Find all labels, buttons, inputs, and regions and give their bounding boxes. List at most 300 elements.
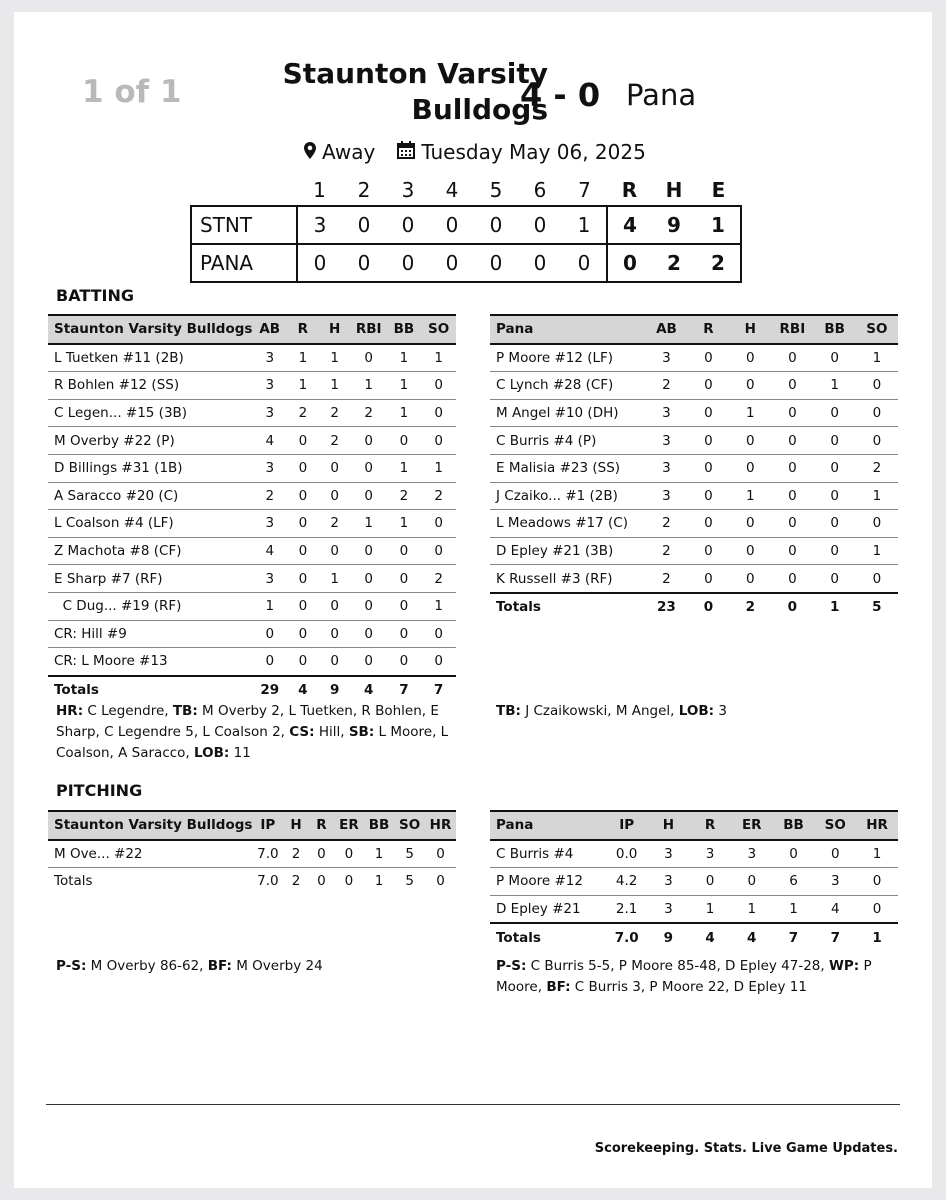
home-team-name: Staunton Varsity Bulldogs (282, 57, 548, 126)
stat-cell: 0 (330, 625, 339, 642)
table-row (490, 454, 898, 482)
stat-cell: 0 (364, 487, 373, 504)
stat-cell: 4 (363, 682, 374, 699)
column-header: HR (429, 817, 452, 834)
stat-cell: 0 (364, 460, 373, 477)
stat-cell: 2 (745, 599, 755, 616)
stat-cell: 1 (434, 349, 443, 366)
inning-header: 2 (357, 178, 371, 202)
footer-divider (46, 1104, 900, 1105)
stat-cell: 0 (330, 543, 339, 560)
stat-cell: 0 (265, 625, 275, 642)
stat-cell: 0 (704, 405, 713, 422)
stat-cell: 6 (789, 873, 798, 890)
stat-cell: 0 (434, 543, 443, 560)
stat-cell: 1 (705, 901, 715, 918)
stat-cell: 7.0 (257, 873, 279, 890)
stat-cell: 1 (399, 405, 409, 422)
stat-cell: 0 (298, 653, 308, 670)
player-name: C Burris #4 (P) (496, 432, 597, 449)
column-header: BB (824, 321, 845, 338)
inning-header: 3 (401, 178, 415, 202)
totals-row (490, 923, 898, 951)
player-name: CR: L Moore #13 (54, 653, 168, 670)
pitching-table-away (490, 810, 898, 951)
stat-cell: 0 (872, 432, 882, 449)
stat-cell: 0 (399, 625, 409, 642)
stat-cell: 2 (291, 845, 301, 862)
player-name: C Dug... #19 (RF) (54, 598, 182, 615)
stat-cell: 1 (434, 598, 443, 615)
linescore-table (190, 175, 742, 283)
table-row (490, 344, 898, 372)
stat-cell: 0 (704, 349, 713, 366)
stat-cell: 1 (399, 460, 409, 477)
stat-cell: 0 (704, 570, 713, 587)
stat-cell: 0 (298, 625, 308, 642)
footer-tagline: Scorekeeping. Stats. Live Game Updates. (594, 1141, 898, 1156)
pitching-notes-away: P-S: C Burris 5-5, P Moore 85-48, D Epley 47-28, WP: P Moore, BF: C Burris 3, P Moore 22, D Epley 11 (496, 958, 872, 995)
stat-cell: 3 (662, 405, 671, 422)
stat-cell: 0 (788, 405, 797, 422)
stat-cell: 0 (364, 570, 373, 587)
table-row (490, 399, 898, 427)
stat-cell: 0 (298, 487, 308, 504)
totals-row (48, 868, 456, 895)
stat-cell: 3 (705, 845, 715, 862)
stat-cell: 1 (872, 845, 882, 862)
stat-cell: 0 (434, 405, 443, 422)
stat-cell: 0 (830, 543, 839, 560)
table-team-header: Staunton Varsity Bulldogs (54, 817, 253, 834)
stat-cell: 0 (298, 460, 308, 477)
stat-cell: 3 (664, 845, 673, 862)
linescore-team: STNT (191, 206, 297, 244)
stat-cell: 0 (298, 598, 308, 615)
stat-cell: 0 (344, 845, 354, 862)
stat-cell: 0 (745, 543, 755, 560)
stat-cell: 0 (830, 487, 839, 504)
stat-cell: 2 (662, 515, 671, 532)
linescore-row: STNT 3 0 0 0 0 0 1 4 9 1 (191, 206, 741, 244)
batting-section-title: BATTING (56, 286, 135, 305)
player-name: E Malisia #23 (SS) (496, 460, 621, 477)
stat-cell: 5 (405, 845, 414, 862)
stat-cell: 2 (298, 405, 308, 422)
game-location: Away (322, 140, 376, 164)
stat-cell: 0 (747, 873, 757, 890)
player-name: D Epley #21 (3B) (496, 543, 614, 560)
stat-cell: 0 (788, 570, 797, 587)
stat-cell: 7 (830, 929, 840, 946)
column-header: H (290, 817, 302, 834)
stat-cell: 2 (662, 570, 671, 587)
table-row (48, 620, 456, 648)
stat-cell: 3 (830, 873, 840, 890)
table-row (48, 399, 456, 427)
table-row (490, 372, 898, 400)
stat-cell: 2 (291, 873, 301, 890)
stat-cell: 29 (260, 682, 280, 699)
game-date: Tuesday May 06, 2025 (421, 140, 646, 164)
stat-cell: 1 (298, 349, 308, 366)
column-header: R (316, 817, 327, 834)
stat-cell: 0 (434, 515, 443, 532)
batting-table-away (490, 314, 898, 621)
column-header: BB (783, 817, 804, 834)
table-row (490, 868, 898, 896)
stat-cell: 1 (872, 349, 882, 366)
stat-cell: 0 (265, 653, 275, 670)
stat-cell: 7 (788, 929, 799, 946)
stat-cell: 0 (745, 515, 755, 532)
table-row (48, 565, 456, 593)
table-row (48, 427, 456, 455)
stat-cell: 1 (872, 543, 882, 560)
calendar-icon (397, 140, 415, 164)
stat-cell: 2 (330, 405, 339, 422)
hits-header: H (665, 178, 683, 202)
inning-header: 4 (445, 178, 459, 202)
stat-cell: 0 (399, 570, 409, 587)
stat-cell: 1 (364, 515, 373, 532)
stat-cell: 0 (788, 349, 797, 366)
table-row (490, 482, 898, 510)
player-name: C Lynch #28 (CF) (496, 377, 614, 394)
table-row (48, 454, 456, 482)
stat-cell: 0 (788, 432, 797, 449)
stat-cell: 5 (405, 873, 414, 890)
stat-cell: 2 (330, 432, 339, 449)
stat-cell: 0 (872, 570, 882, 587)
column-header: R (297, 321, 309, 338)
stat-cell: 0 (317, 845, 326, 862)
table-row (48, 510, 456, 538)
stat-cell: 1 (872, 487, 882, 504)
stat-cell: 0 (788, 515, 797, 532)
stat-cell: 3 (265, 515, 275, 532)
column-header: R (704, 817, 716, 834)
errors-header: E (711, 178, 726, 202)
stat-cell: 7.0 (257, 845, 279, 862)
player-name: D Billings #31 (1B) (54, 460, 183, 477)
stat-cell: 1 (872, 929, 882, 946)
stat-cell: 1 (330, 349, 339, 366)
stat-cell: 0 (399, 543, 409, 560)
stat-cell: 3 (265, 405, 275, 422)
stat-cell: 9 (330, 682, 340, 699)
stat-cell: 4 (747, 929, 757, 946)
stat-cell: 0 (872, 901, 882, 918)
player-name: Totals (496, 929, 541, 946)
stat-cell: 0 (434, 653, 443, 670)
player-name: E Sharp #7 (RF) (54, 570, 163, 587)
final-score: 4 - 0 (520, 76, 601, 114)
pitching-table-home (48, 810, 456, 895)
column-header: HR (866, 817, 888, 834)
stat-cell: 1 (374, 845, 384, 862)
stat-cell: 1 (265, 598, 275, 615)
stat-cell: 3 (662, 432, 671, 449)
column-header: H (662, 817, 675, 834)
player-name: M Overby #22 (P) (54, 432, 175, 449)
stat-cell: 7.0 (614, 929, 639, 946)
stat-cell: 0 (436, 873, 445, 890)
column-header: RBI (355, 321, 382, 338)
player-name: R Bohlen #12 (SS) (54, 377, 180, 394)
stat-cell: 0 (788, 487, 797, 504)
stat-cell: 0 (434, 432, 443, 449)
player-name: L Tuetken #11 (2B) (54, 349, 184, 366)
table-row (48, 482, 456, 510)
column-header: SO (428, 321, 450, 338)
page-indicator: 1 of 1 (82, 74, 182, 110)
stat-cell: 2 (662, 543, 671, 560)
table-row (48, 648, 456, 676)
stat-cell: 4 (298, 682, 308, 699)
stat-cell: 0 (830, 432, 839, 449)
stat-cell: 0 (364, 598, 373, 615)
stat-cell: 1 (399, 515, 409, 532)
stat-cell: 3 (662, 460, 671, 477)
stat-cell: 3 (662, 487, 671, 504)
player-name: Totals (54, 873, 93, 890)
pitching-notes-home: P-S: M Overby 86-62, BF: M Overby 24 (56, 958, 323, 974)
stat-cell: 0 (830, 845, 840, 862)
stat-cell: 0 (298, 515, 308, 532)
stat-cell: 2 (662, 377, 671, 394)
stat-cell: 0 (872, 873, 882, 890)
stat-cell: 0 (745, 570, 755, 587)
table-row (490, 895, 898, 923)
player-name: Totals (496, 599, 541, 616)
stat-cell: 0.0 (615, 845, 638, 862)
stat-cell: 0 (788, 377, 797, 394)
inning-header: 5 (489, 178, 503, 202)
stat-cell: 0 (704, 487, 713, 504)
column-header: BB (368, 817, 390, 834)
stat-cell: 0 (298, 432, 308, 449)
stat-cell: 0 (787, 599, 798, 616)
column-header: IP (619, 817, 635, 834)
player-name: L Coalson #4 (LF) (54, 515, 174, 532)
stat-cell: 2 (330, 515, 339, 532)
table-row (48, 344, 456, 372)
table-team-header: Pana (496, 817, 534, 834)
stat-cell: 4 (265, 432, 275, 449)
stat-cell: 4 (830, 901, 840, 918)
player-name: P Moore #12 (496, 873, 583, 890)
stat-cell: 1 (364, 377, 373, 394)
stat-cell: 1 (298, 377, 308, 394)
column-header: SO (399, 817, 421, 834)
stat-cell: 0 (704, 515, 713, 532)
stat-cell: 1 (789, 901, 798, 918)
stat-cell: 0 (330, 598, 339, 615)
stat-cell: 3 (265, 377, 275, 394)
stat-cell: 1 (745, 405, 755, 422)
table-row (48, 372, 456, 400)
player-name: C Legen... #15 (3B) (54, 405, 188, 422)
stat-cell: 1 (747, 901, 757, 918)
stat-cell: 3 (662, 349, 671, 366)
stat-cell: 0 (399, 598, 409, 615)
stat-cell: 1 (399, 377, 409, 394)
table-row (48, 537, 456, 565)
stat-cell: 0 (704, 460, 713, 477)
column-header: BB (393, 321, 415, 338)
table-row (490, 427, 898, 455)
player-name: A Saracco #20 (C) (54, 487, 179, 504)
stat-cell: 4 (705, 929, 715, 946)
batting-notes-away: TB: J Czaikowski, M Angel, LOB: 3 (496, 703, 727, 719)
column-header: IP (260, 817, 276, 834)
stat-cell: 0 (298, 543, 308, 560)
stat-cell: 0 (399, 653, 409, 670)
column-header: ER (741, 817, 762, 834)
stat-cell: 0 (705, 873, 715, 890)
stat-cell: 0 (330, 653, 339, 670)
table-team-header: Pana (496, 321, 534, 338)
player-name: C Burris #4 (496, 845, 574, 862)
stat-cell: 3 (265, 460, 275, 477)
column-header: RBI (779, 321, 806, 338)
player-name: P Moore #12 (LF) (496, 349, 614, 366)
stat-cell: 0 (704, 432, 713, 449)
stat-cell: 23 (657, 599, 676, 616)
stat-cell: 2 (265, 487, 275, 504)
stat-cell: 1 (330, 570, 339, 587)
stat-cell: 3 (664, 901, 673, 918)
player-name: J Czaiko... #1 (2B) (496, 487, 618, 504)
player-name: Totals (54, 682, 99, 699)
stat-cell: 0 (872, 515, 882, 532)
stat-cell: 0 (344, 873, 354, 890)
linescore-team: PANA (191, 244, 297, 282)
stat-cell: 0 (317, 873, 326, 890)
table-row (48, 592, 456, 620)
stat-cell: 0 (872, 405, 882, 422)
stat-cell: 0 (364, 349, 373, 366)
stat-cell: 3 (664, 873, 673, 890)
stat-cell: 1 (330, 377, 339, 394)
column-header: H (744, 321, 756, 338)
opponent-name: Pana (626, 78, 697, 112)
stat-cell: 3 (747, 845, 757, 862)
stat-cell: 0 (436, 845, 445, 862)
stat-cell: 0 (704, 543, 713, 560)
column-header: AB (259, 321, 281, 338)
player-name: Z Machota #8 (CF) (54, 543, 182, 560)
stat-cell: 0 (830, 570, 839, 587)
stat-cell: 2 (399, 487, 409, 504)
table-row (490, 840, 898, 868)
stat-cell: 1 (745, 487, 755, 504)
stat-cell: 0 (745, 377, 755, 394)
stat-cell: 0 (399, 432, 409, 449)
stat-cell: 0 (872, 377, 882, 394)
stat-cell: 2 (434, 570, 443, 587)
column-header: SO (824, 817, 846, 834)
table-team-header: Staunton Varsity Bulldogs (54, 321, 253, 338)
stat-cell: 4.2 (615, 873, 638, 890)
stat-cell: 0 (830, 515, 839, 532)
column-header: H (329, 321, 341, 338)
stat-cell: 2 (434, 487, 443, 504)
stat-cell: 0 (745, 460, 755, 477)
stat-cell: 0 (434, 625, 443, 642)
player-name: CR: Hill #9 (54, 625, 127, 642)
player-name: D Epley #21 (496, 901, 581, 918)
stat-cell: 0 (364, 432, 373, 449)
map-pin-icon (304, 140, 316, 164)
player-name: M Angel #10 (DH) (496, 405, 619, 422)
boxscore-page (14, 12, 932, 1188)
stat-cell: 0 (830, 349, 839, 366)
pitching-section-title: PITCHING (56, 781, 143, 800)
stat-cell: 1 (830, 377, 839, 394)
stat-cell: 0 (330, 487, 339, 504)
player-name: L Meadows #17 (C) (496, 515, 628, 532)
stat-cell: 1 (434, 460, 443, 477)
totals-row (48, 676, 456, 704)
table-row (48, 840, 456, 868)
stat-cell: 0 (704, 377, 713, 394)
stat-cell: 5 (872, 599, 882, 616)
player-name: K Russell #3 (RF) (496, 570, 613, 587)
stat-cell: 2.1 (615, 901, 638, 918)
stat-cell: 7 (433, 682, 444, 699)
stat-cell: 0 (434, 377, 443, 394)
runs-header: R (621, 178, 638, 202)
inning-header: 6 (533, 178, 547, 202)
column-header: SO (866, 321, 888, 338)
column-header: R (703, 321, 714, 338)
stat-cell: 0 (330, 460, 339, 477)
linescore-row: PANA 0 0 0 0 0 0 0 0 2 2 (191, 244, 741, 282)
stat-cell: 0 (788, 460, 797, 477)
stat-cell: 0 (830, 460, 839, 477)
game-meta (304, 140, 646, 164)
stat-cell: 1 (399, 349, 409, 366)
stat-cell: 0 (298, 570, 308, 587)
inning-header: 7 (578, 178, 591, 202)
inning-header: 1 (313, 178, 326, 202)
batting-table-home (48, 314, 456, 703)
stat-cell: 0 (745, 432, 755, 449)
stat-cell: 2 (872, 460, 882, 477)
stat-cell: 3 (265, 570, 275, 587)
stat-cell: 0 (788, 543, 797, 560)
stat-cell: 0 (830, 405, 839, 422)
batting-notes-home: HR: C Legendre, TB: M Overby 2, L Tuetken, R Bohlen, E Sharp, C Legendre 5, L Coalson 2, CS: Hill, SB: L Moore, L Coalson, A Saracco, LOB: 11 (56, 703, 449, 761)
table-row (490, 565, 898, 593)
stat-cell: 0 (364, 625, 373, 642)
stat-cell: 1 (374, 873, 384, 890)
stat-cell: 0 (364, 543, 373, 560)
stat-cell: 0 (703, 599, 714, 616)
stat-cell: 0 (789, 845, 798, 862)
stat-cell: 0 (364, 653, 373, 670)
column-header: AB (656, 321, 677, 338)
stat-cell: 7 (399, 682, 409, 699)
stat-cell: 1 (829, 599, 840, 616)
column-header: ER (339, 817, 359, 834)
stat-cell: 0 (745, 349, 755, 366)
player-name: M Ove... #22 (54, 845, 143, 862)
totals-row (490, 593, 898, 621)
stat-cell: 9 (663, 929, 674, 946)
